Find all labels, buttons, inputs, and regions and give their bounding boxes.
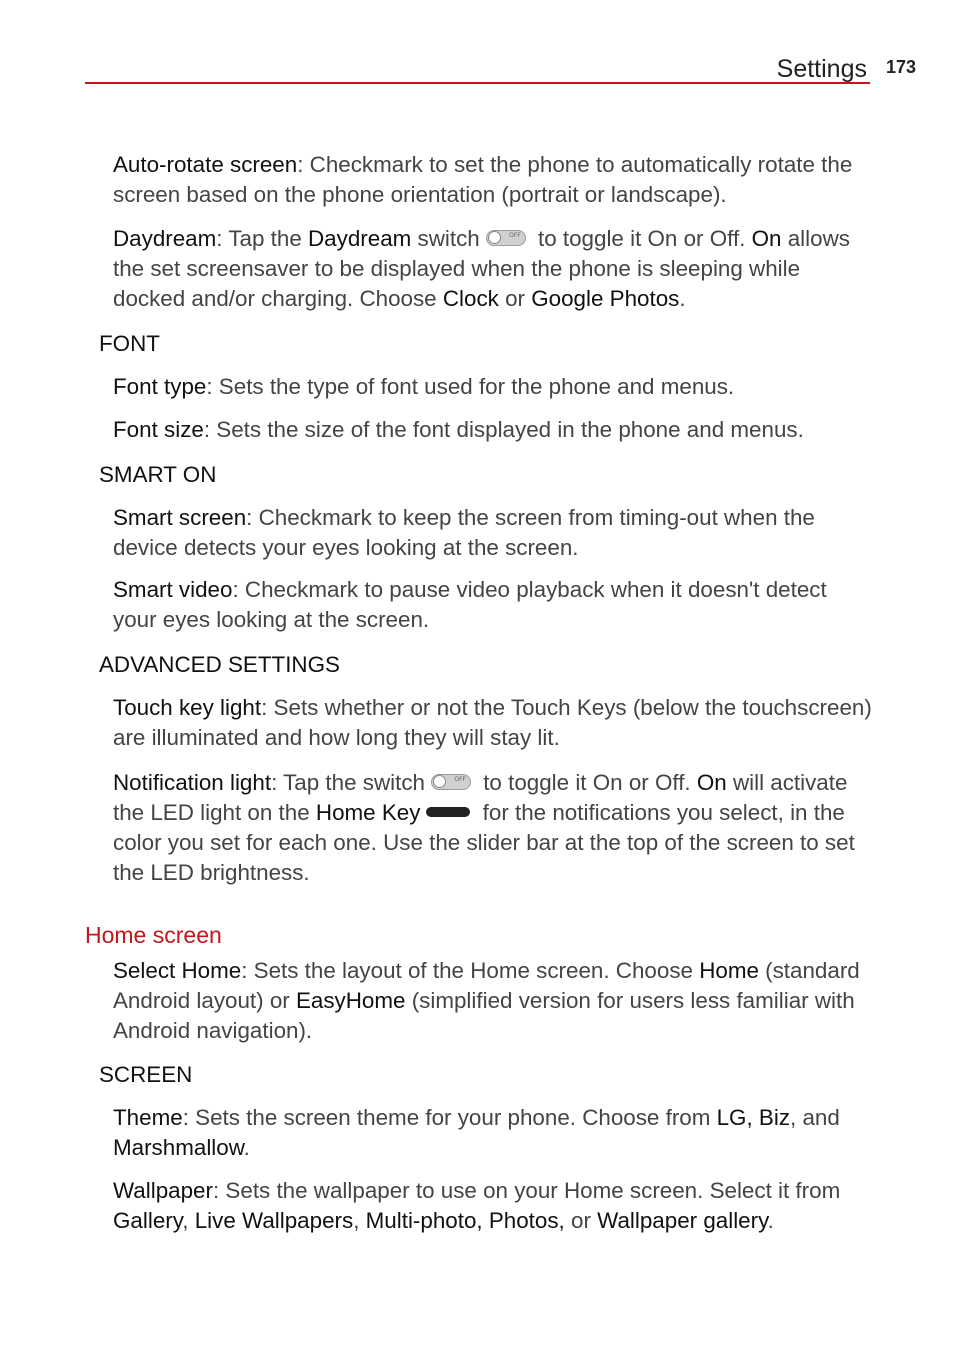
item-text: (standard Android layout) or xyxy=(113,958,860,1013)
item-wallpaper xyxy=(113,1176,873,1236)
item-bold: Google Photos xyxy=(531,286,680,311)
item-term: Select Home xyxy=(113,958,242,983)
item-text: : Sets the wallpaper to use on your Home screen. Select it from xyxy=(212,1178,841,1203)
item-text: . xyxy=(243,1135,250,1160)
subheading-smart-on: SMART ON xyxy=(99,462,217,487)
subheading-advanced-settings: ADVANCED SETTINGS xyxy=(99,652,340,677)
header-title: Settings xyxy=(776,55,867,83)
item-smart-screen xyxy=(113,503,873,563)
item-text: : Checkmark to pause video playback when it doesn't detect your eyes looking at the screen. xyxy=(113,577,827,632)
item-bold: Multi-photo, Photos, xyxy=(365,1208,565,1233)
item-text: : Tap the xyxy=(216,226,309,251)
item-text: allows the set screensaver to be displayed when the phone is sleeping while docked and/or charging. Choose xyxy=(113,226,850,311)
item-bold: LG, Biz xyxy=(716,1105,791,1130)
item-text: for the notifications you select, in the color you set for each one. Use the slider bar at the top of the screen to set the LED brightness. xyxy=(113,800,855,885)
item-text: switch xyxy=(411,226,480,251)
subheading-screen: SCREEN xyxy=(99,1062,193,1087)
item-text: or xyxy=(564,1208,598,1233)
item-text: , xyxy=(182,1208,195,1233)
item-term: Wallpaper xyxy=(113,1178,213,1203)
item-term: Notification light xyxy=(113,770,272,795)
item-bold: Marshmallow xyxy=(113,1135,244,1160)
item-text: to toggle it On or Off. xyxy=(476,770,697,795)
page-number: 173 xyxy=(886,57,917,77)
item-term: Smart video xyxy=(113,577,233,602)
item-bold: Home Key xyxy=(315,800,421,825)
subheading-font: FONT xyxy=(99,331,160,356)
item-term: Font type xyxy=(113,374,207,399)
item-smart-video xyxy=(113,575,873,635)
item-theme xyxy=(113,1103,873,1163)
page-header xyxy=(85,50,870,84)
item-text: , xyxy=(353,1208,366,1233)
item-font-type xyxy=(113,372,873,402)
item-bold: Wallpaper gallery xyxy=(597,1208,768,1233)
item-text: : Sets the type of font used for the phone and menus. xyxy=(206,374,735,399)
item-daydream xyxy=(113,224,873,314)
item-bold: Clock xyxy=(442,286,499,311)
item-text: : Sets whether or not the Touch Keys (below the touchscreen) are illuminated and how long they will stay lit. xyxy=(113,695,872,750)
item-select-home xyxy=(113,956,873,1046)
item-term: Touch key light xyxy=(113,695,262,720)
item-bold: Daydream xyxy=(308,226,412,251)
item-text: : Tap the switch xyxy=(271,770,425,795)
item-bold: Gallery xyxy=(113,1208,183,1233)
item-text: , and xyxy=(790,1105,840,1130)
item-term: Smart screen xyxy=(113,505,247,530)
item-text: : Sets the size of the font displayed in the phone and menus. xyxy=(203,417,804,442)
item-text: : Checkmark to set the phone to automatically rotate the screen based on the phone orientation (portrait or landscape). xyxy=(113,152,853,207)
item-bold: On xyxy=(696,770,727,795)
item-text: or xyxy=(498,286,532,311)
item-term: Auto-rotate screen xyxy=(113,152,298,177)
item-term: Font size xyxy=(113,417,204,442)
item-term: Daydream xyxy=(113,226,217,251)
item-bold: EasyHome xyxy=(295,988,406,1013)
item-auto-rotate xyxy=(113,150,873,210)
home-key-icon xyxy=(426,807,470,817)
item-text: : Checkmark to keep the screen from timing-out when the device detects your eyes looking at the screen. xyxy=(113,505,815,560)
item-bold: On xyxy=(751,226,782,251)
item-notification-light xyxy=(113,768,873,888)
item-touch-key-light xyxy=(113,693,873,753)
item-text: : Sets the screen theme for your phone. Choose from xyxy=(182,1105,717,1130)
item-bold: Home xyxy=(699,958,759,983)
item-text: : Sets the layout of the Home screen. Choose xyxy=(241,958,700,983)
item-text: . xyxy=(767,1208,774,1233)
item-font-size xyxy=(113,415,873,445)
toggle-switch-icon: OFF xyxy=(431,774,471,790)
item-text: (simplified version for users less familiar with Android navigation). xyxy=(113,988,855,1043)
item-bold: Live Wallpapers xyxy=(194,1208,354,1233)
item-term: Theme xyxy=(113,1105,183,1130)
item-text: . xyxy=(679,286,686,311)
item-text: will activate the LED light on the xyxy=(113,770,848,825)
toggle-switch-icon: OFF xyxy=(486,230,526,246)
item-text: to toggle it On or Off. xyxy=(531,226,752,251)
section-home-screen: Home screen xyxy=(85,922,222,948)
